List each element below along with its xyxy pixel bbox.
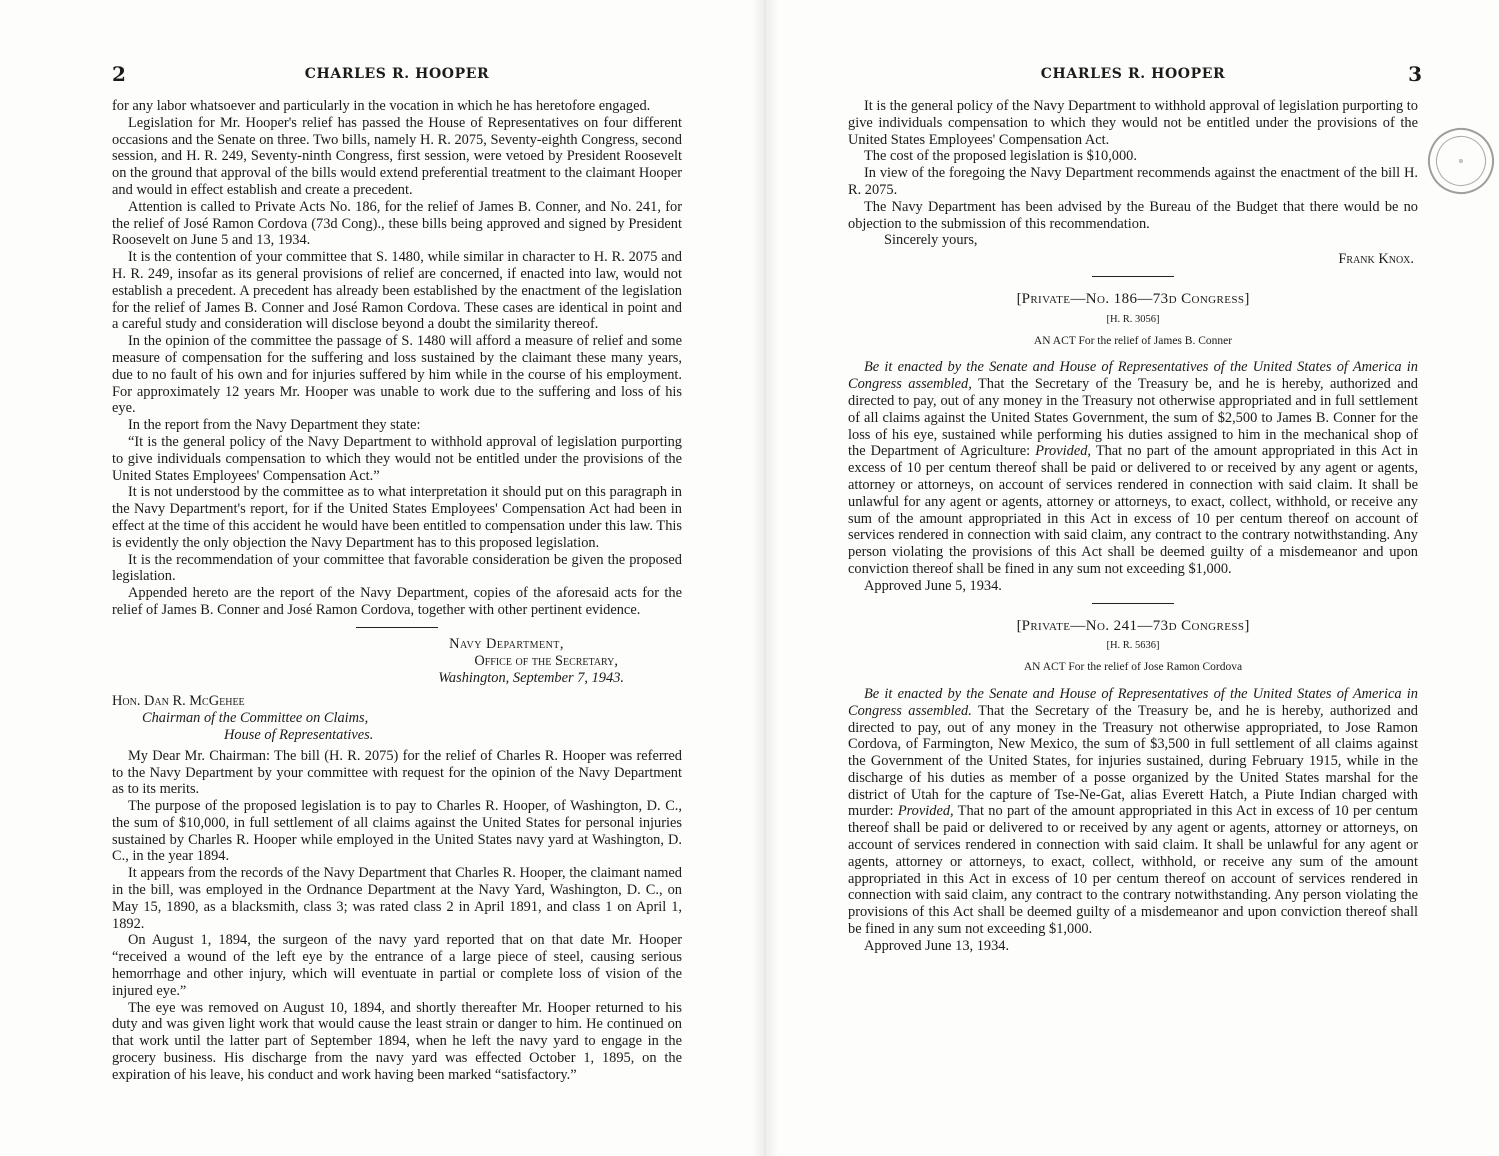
paragraph: Legislation for Mr. Hooper's relief has passed the House of Representatives on four different occasions and the Senate on three. Two bills, namely H. R. 2075, Seventy-eighth Congress, second session, and H. R. 249, Seventy-ninth Congress, first session, were vetoed by President Roosevelt on the ground that approval of the bills would extend preferential treatment to the claimant Hooper and would in effect establish and create a precedent. [112, 114, 682, 198]
act-text [848, 359, 1418, 577]
letter-paragraph: My Dear Mr. Chairman: The bill (H. R. 2075) for the relief of Charles R. Hooper was referred to the Navy Department by your committee with request for the opinion of the Navy Department as to its merits. [112, 747, 682, 798]
act-text-part: That no part of the amount appropriated in this Act in excess of 10 per centum thereof shall be paid or delivered to or received by any agent or agents, attorney or attorneys, on account of services rendered in connection with said claim. It shall be unlawful for any agent or agents, attorney or attorneys, to exact, collect, withhold, or receive any sum of the amount appropriated in this Act in excess of 10 per centum thereof on account of services rendered in connection with said claim, any contract to the contrary notwithstanding. Any person violating the provisions of this Act shall be deemed guilty of a misdemeanor and upon conviction thereof shall be fined in any sum not exceeding $1,000. [848, 443, 1418, 577]
stamp-inner-ring [1428, 128, 1493, 193]
act-text-part: That the Secretary of the Treasury be, and he is hereby, authorized and directed to pay, out of any money in the Treasury not otherwise appropriated and in full settlement of all claims against the United States Government, the sum of $2,500 to James B. Conner for the loss of his eye, sustained while performing his duties assigned to him in the mechanical shop of the Department of Agriculture: [848, 376, 1418, 460]
right-page [848, 60, 1422, 955]
letter-paragraph: It is the general policy of the Navy Department to withhold approval of legislation purporting to give individuals compensation to which they would not be entitled under the provisions of the United States Employees' Compensation Act. [848, 98, 1418, 148]
letter-paragraph: The purpose of the proposed legislation is to pay to Charles R. Hooper, of Washington, D. C., the sum of $10,000, in full settlement of all claims against the United States for personal injuries sustained by Charles R. Hooper while employed in the United States navy yard at Washington, D. C., in the year 1894. [112, 798, 682, 865]
left-running-title: CHARLES R. HOOPER [304, 66, 490, 82]
stamp-glyph: ⊕ [1456, 157, 1466, 165]
letter-paragraph: It appears from the records of the Navy Department that Charles R. Hooper, the claimant named in the bill, was employed in the Ordnance Department at the Navy Yard, Washington, D. C., on May 15, 1890, as a blacksmith, class 3; was rated class 2 in April 1891, and class 1 on April 1, 1892. [112, 865, 682, 932]
section-rule [1092, 603, 1174, 604]
act-title: AN ACT For the relief of Jose Ramon Cordova [1023, 661, 1243, 674]
right-body [848, 98, 1418, 955]
enacting-clause: Be it enacted by the Senate and House of Representatives of the United States of America in Congress assembled. [848, 685, 1418, 719]
left-body [112, 98, 682, 1084]
library-stamp-icon [1418, 118, 1499, 204]
letter-paragraph: The cost of the proposed legislation is $10,000. [864, 148, 1137, 165]
paragraph: In the opinion of the committee the passage of S. 1480 will afford a measure of relief and some measure of compensation for the suffering and loss sustained by the claimant these many years, due to no fault of his own and for injuries suffered by him while in the course of his employment. For approximately 12 years Mr. Hooper was unable to work due to the suffering and loss of his eye. [112, 333, 682, 417]
letter-paragraph: The Navy Department has been advised by the Bureau of the Budget that there would be no objection to the submission of this recommendation. [848, 198, 1418, 232]
left-running-head [112, 60, 682, 92]
act-heading [848, 618, 1418, 635]
act-heading-text: Private—No. 241—73d Congress [1021, 617, 1245, 634]
paragraph: Appended hereto are the report of the Navy Department, copies of the aforesaid acts for the relief of James B. Conner and José Ramon Cordova, together with other pertinent evidence. [112, 585, 682, 618]
paragraph: It is not understood by the committee as to what interpretation it should put on this paragraph in the Navy Department's report, for if the United States Employees' Compensation Act had been in effect at the time of this accident he would have been entitled to compensation under this law. This is evidently the only objection the Navy Department has to this proposed legislation. [112, 484, 682, 551]
bill-number: [H. R. 5636] [1106, 640, 1160, 652]
act-heading [848, 291, 1418, 308]
letterhead-office: Office of the Secretary, [474, 652, 618, 669]
right-running-title: CHARLES R. HOOPER [1040, 66, 1226, 82]
addressee-block [112, 693, 682, 744]
letterhead-department: Navy Department, [449, 635, 564, 652]
section-rule [1092, 276, 1174, 277]
act-heading-text: Private—No. 186—73d Congress [1021, 290, 1245, 307]
paragraph: It is the recommendation of your committee that favorable consideration be given the proposed legislation. [112, 551, 682, 585]
bracket: ] [1244, 617, 1250, 634]
right-page-number: 3 [1408, 62, 1422, 86]
letter-paragraph: In view of the foregoing the Navy Department recommends against the enactment of the bill H. R. 2075. [848, 165, 1418, 198]
addressee-name: Hon. Dan R. McGehee [112, 692, 245, 709]
enacting-clause: Be it enacted by the Senate and House of Representatives of the United States of America in Congress assembled, [848, 359, 1418, 393]
act-text [848, 686, 1418, 938]
paragraph: In the report from the Navy Department they state: [128, 417, 421, 434]
provided-word: Provided, [1035, 443, 1092, 460]
letter-paragraph: On August 1, 1894, the surgeon of the navy yard reported that on that date Mr. Hooper “received a wound of the left eye by the entrance of a large piece of steel, causing serious hemorrhage and other injury, which will eventuate in partial or complete loss of vision of the injured eye.” [112, 932, 682, 999]
signature: Frank Knox. [1338, 251, 1414, 268]
page-gutter [752, 0, 778, 1156]
approval-date: Approved June 5, 1934. [864, 577, 1002, 594]
addressee-title: Chairman of the Committee on Claims, [142, 709, 369, 726]
letter-paragraph: The eye was removed on August 10, 1894, and shortly thereafter Mr. Hooper returned to his duty and was given light work that would cause the least strain or danger to him. He continued on that work until the latter part of September 1894, when he left the navy yard to engage in the grocery business. His discharge from the navy yard was effected October 1, 1895, on the expiration of his leave, his conduct and work having been marked “satisfactory.” [112, 999, 682, 1083]
paragraph: for any labor whatsoever and particularly in the vocation in which he has heretofore engaged. [112, 98, 651, 114]
act-text-part: That the Secretary of the Treasury be, and he is hereby, authorized and directed to pay, out of any money in the Treasury not otherwise appropriated, to Jose Ramon Cordova, of Farmington, New Mexico, the sum of $3,500 in full settlement of all claims against the Government of the United States, for injuries sustained, during February 1915, while in the discharge of his duties as member of a posse organized by the United States marshal for the district of Utah for the capture of Tse-Ne-Gat, alias Everett Hatch, a Piute Indian charged with murder: [848, 702, 1418, 820]
addressee-body: House of Representatives. [224, 726, 374, 743]
left-page-number: 2 [112, 62, 126, 86]
left-page [112, 60, 682, 1084]
closing: Sincerely yours, [884, 232, 978, 249]
section-rule [356, 627, 438, 628]
bracket: [ [1016, 290, 1022, 307]
paragraph: Attention is called to Private Acts No. 186, for the relief of James B. Conner, and No. 241, for the relief of José Ramon Cordova (73d Cong)., these bills being approved and signed by President Roosevelt on June 5 and 13, 1934. [112, 198, 682, 249]
letterhead [112, 636, 624, 687]
bracket: ] [1244, 290, 1250, 307]
act-text-part: That no part of the amount appropriated in this Act in excess of 10 per centum thereof shall be paid or delivered to or received by any agent or agents, attorney or attorneys, on account of services rendered in connection with said claim. It shall be unlawful for any agent or agents, attorney or attorneys, to exact, collect, withhold, or receive any sum of the amount appropriated in this Act in excess of 10 per centum thereof on account of services rendered in connection with said claim, any contract to the contrary notwithstanding. Any person violating the provisions of this Act shall be deemed guilty of a misdemeanor and upon conviction thereof shall be fined in any sum not exceeding $1,000. [848, 803, 1418, 938]
right-running-head [848, 60, 1422, 92]
act-title: AN ACT For the relief of James B. Conner [1033, 334, 1233, 347]
provided-word: Provided, [897, 803, 954, 820]
quoted-paragraph: “It is the general policy of the Navy Department to withhold approval of legislation purporting to give individuals compensation to which they would not be entitled under the provisions of the United States Employees' Compensation Act.” [112, 433, 682, 484]
approval-date: Approved June 13, 1934. [864, 937, 1010, 954]
bracket: [ [1016, 617, 1022, 634]
bill-number: [H. R. 3056] [1106, 313, 1160, 325]
letterhead-date: Washington, September 7, 1943. [438, 669, 624, 686]
paragraph: It is the contention of your committee that S. 1480, while similar in character to H. R. 2075 and H. R. 249, insofar as its general provisions of relief are concerned, if enacted into law, would not establish a precedent. A precedent has already been established by the enactment of the legislation for the relief of James B. Conner and José Ramon Cordova. These cases are identical in point and a careful study and consideration will disclose beyond a doubt the similarity thereof. [112, 249, 682, 333]
